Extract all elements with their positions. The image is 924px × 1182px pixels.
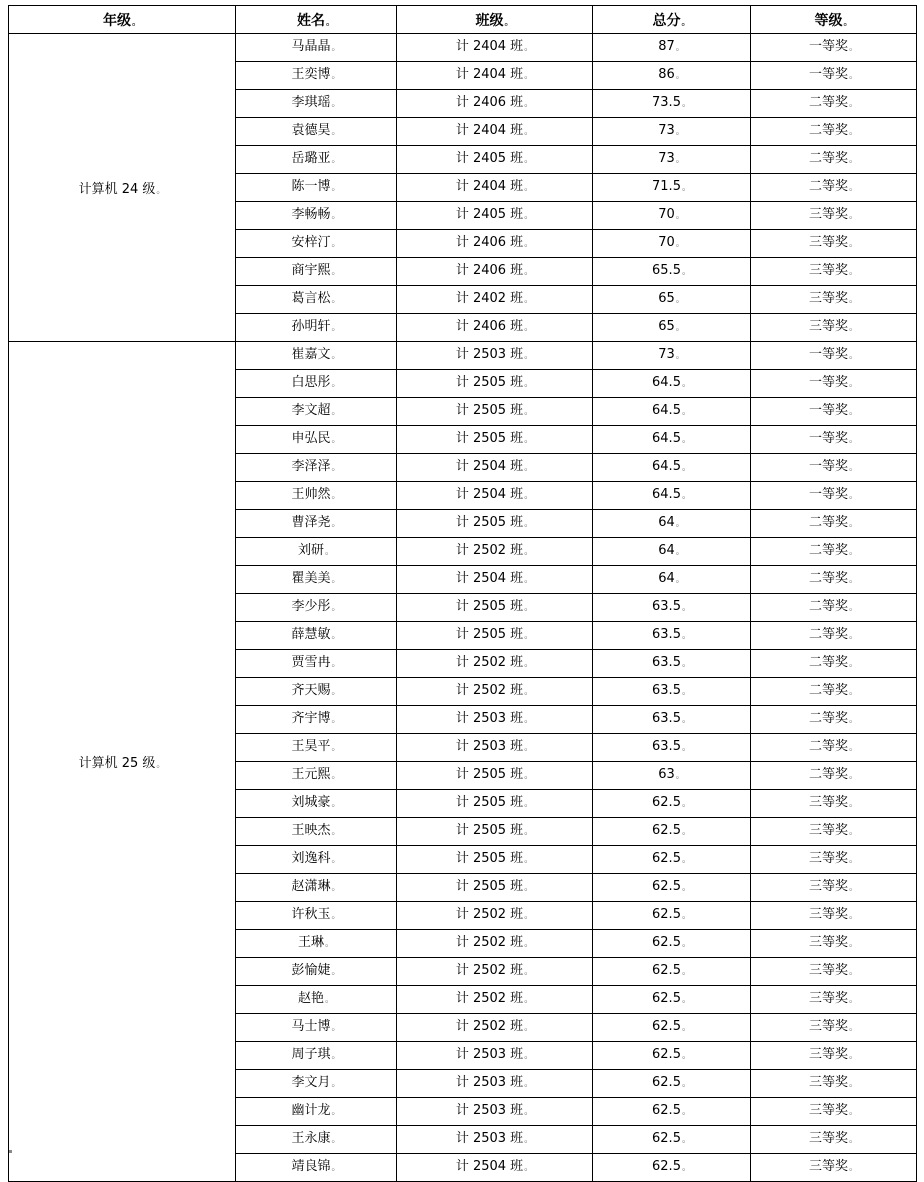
student-name: 葛言松。: [236, 286, 397, 314]
class-name: 计 2404 班。: [397, 174, 593, 202]
class-name: 计 2406 班。: [397, 90, 593, 118]
award-level: 三等奖。: [751, 902, 917, 930]
class-name: 计 2502 班。: [397, 650, 593, 678]
table-row: [9, 34, 917, 62]
award-level: 三等奖。: [751, 286, 917, 314]
class-name: 计 2502 班。: [397, 1014, 593, 1042]
total-score: 86。: [593, 62, 751, 90]
header-row: [9, 6, 917, 34]
total-score: 64.5。: [593, 370, 751, 398]
total-score: 62.5。: [593, 846, 751, 874]
award-level: 三等奖。: [751, 874, 917, 902]
award-level: 三等奖。: [751, 1126, 917, 1154]
student-name: 岳璐亚。: [236, 146, 397, 174]
student-name: 孙明轩。: [236, 314, 397, 342]
student-name: 李泽泽。: [236, 454, 397, 482]
award-level: 二等奖。: [751, 538, 917, 566]
total-score: 63.5。: [593, 650, 751, 678]
grade-cell: 计算机 25 级。: [9, 342, 236, 1182]
student-name: 李文月。: [236, 1070, 397, 1098]
total-score: 64。: [593, 538, 751, 566]
award-level: 三等奖。: [751, 202, 917, 230]
total-score: 62.5。: [593, 818, 751, 846]
student-name: 王昊平。: [236, 734, 397, 762]
student-name: 薛慧敏。: [236, 622, 397, 650]
total-score: 62.5。: [593, 930, 751, 958]
total-score: 87。: [593, 34, 751, 62]
award-level: 二等奖。: [751, 90, 917, 118]
award-level: 三等奖。: [751, 1042, 917, 1070]
total-score: 65。: [593, 286, 751, 314]
total-score: 71.5。: [593, 174, 751, 202]
student-name: 安梓汀。: [236, 230, 397, 258]
total-score: 63.5。: [593, 734, 751, 762]
total-score: 70。: [593, 230, 751, 258]
student-name: 崔嘉文。: [236, 342, 397, 370]
award-level: 二等奖。: [751, 566, 917, 594]
class-name: 计 2504 班。: [397, 1154, 593, 1182]
award-level: 三等奖。: [751, 314, 917, 342]
class-name: 计 2502 班。: [397, 986, 593, 1014]
class-name: 计 2502 班。: [397, 958, 593, 986]
total-score: 64。: [593, 566, 751, 594]
student-name: 赵潇琳。: [236, 874, 397, 902]
total-score: 73。: [593, 342, 751, 370]
student-name: 曹泽尧。: [236, 510, 397, 538]
header-grade: 年级。: [9, 6, 236, 34]
total-score: 62.5。: [593, 1154, 751, 1182]
award-level: 二等奖。: [751, 650, 917, 678]
student-name: 贾雪冉。: [236, 650, 397, 678]
total-score: 63.5。: [593, 678, 751, 706]
table-row: [9, 342, 917, 370]
header-name: 姓名。: [236, 6, 397, 34]
class-name: 计 2404 班。: [397, 118, 593, 146]
student-name: 刘城豪。: [236, 790, 397, 818]
award-level: 三等奖。: [751, 818, 917, 846]
student-name: 王帅然。: [236, 482, 397, 510]
total-score: 64.5。: [593, 482, 751, 510]
total-score: 65.5。: [593, 258, 751, 286]
total-score: 62.5。: [593, 1042, 751, 1070]
total-score: 62.5。: [593, 958, 751, 986]
class-name: 计 2502 班。: [397, 538, 593, 566]
corner-mark: [9, 1150, 12, 1153]
total-score: 70。: [593, 202, 751, 230]
total-score: 62.5。: [593, 1098, 751, 1126]
award-level: 三等奖。: [751, 258, 917, 286]
total-score: 63.5。: [593, 594, 751, 622]
student-name: 刘逸科。: [236, 846, 397, 874]
award-level: 三等奖。: [751, 986, 917, 1014]
student-name: 王元熙。: [236, 762, 397, 790]
award-level: 二等奖。: [751, 622, 917, 650]
total-score: 73。: [593, 146, 751, 174]
award-level: 三等奖。: [751, 846, 917, 874]
header-score: 总分。: [593, 6, 751, 34]
total-score: 73.5。: [593, 90, 751, 118]
student-name: 瞿美美。: [236, 566, 397, 594]
award-level: 二等奖。: [751, 734, 917, 762]
student-name: 赵艳。: [236, 986, 397, 1014]
class-name: 计 2505 班。: [397, 594, 593, 622]
class-name: 计 2503 班。: [397, 706, 593, 734]
total-score: 62.5。: [593, 1126, 751, 1154]
student-name: 彭愉婕。: [236, 958, 397, 986]
total-score: 62.5。: [593, 790, 751, 818]
total-score: 64。: [593, 510, 751, 538]
award-level: 三等奖。: [751, 1070, 917, 1098]
award-level: 二等奖。: [751, 146, 917, 174]
award-level: 二等奖。: [751, 762, 917, 790]
class-name: 计 2503 班。: [397, 1070, 593, 1098]
total-score: 64.5。: [593, 454, 751, 482]
header-class: 班级。: [397, 6, 593, 34]
award-level: 二等奖。: [751, 594, 917, 622]
student-name: 袁德昊。: [236, 118, 397, 146]
class-name: 计 2405 班。: [397, 146, 593, 174]
student-name: 王永康。: [236, 1126, 397, 1154]
student-name: 申弘民。: [236, 426, 397, 454]
class-name: 计 2504 班。: [397, 482, 593, 510]
student-name: 刘研。: [236, 538, 397, 566]
student-name: 商宇熙。: [236, 258, 397, 286]
student-name: 王琳。: [236, 930, 397, 958]
total-score: 64.5。: [593, 426, 751, 454]
student-name: 李少彤。: [236, 594, 397, 622]
total-score: 63。: [593, 762, 751, 790]
class-name: 计 2505 班。: [397, 426, 593, 454]
student-name: 齐天赐。: [236, 678, 397, 706]
award-level: 一等奖。: [751, 398, 917, 426]
class-name: 计 2503 班。: [397, 1126, 593, 1154]
class-name: 计 2505 班。: [397, 370, 593, 398]
award-level: 一等奖。: [751, 342, 917, 370]
award-level: 三等奖。: [751, 958, 917, 986]
award-level: 三等奖。: [751, 1098, 917, 1126]
student-name: 许秋玉。: [236, 902, 397, 930]
total-score: 62.5。: [593, 1070, 751, 1098]
total-score: 62.5。: [593, 874, 751, 902]
class-name: 计 2505 班。: [397, 818, 593, 846]
total-score: 62.5。: [593, 1014, 751, 1042]
class-name: 计 2504 班。: [397, 454, 593, 482]
grade-cell: 计算机 24 级。: [9, 34, 236, 342]
award-level: 三等奖。: [751, 930, 917, 958]
student-name: 马晶晶。: [236, 34, 397, 62]
class-name: 计 2504 班。: [397, 566, 593, 594]
student-name: 周子琪。: [236, 1042, 397, 1070]
award-level: 二等奖。: [751, 510, 917, 538]
award-level: 三等奖。: [751, 1154, 917, 1182]
student-name: 靖良锦。: [236, 1154, 397, 1182]
class-name: 计 2505 班。: [397, 874, 593, 902]
award-level: 一等奖。: [751, 62, 917, 90]
award-level: 二等奖。: [751, 706, 917, 734]
total-score: 73。: [593, 118, 751, 146]
total-score: 63.5。: [593, 622, 751, 650]
total-score: 63.5。: [593, 706, 751, 734]
award-table: [8, 5, 917, 1182]
class-name: 计 2502 班。: [397, 902, 593, 930]
class-name: 计 2505 班。: [397, 398, 593, 426]
class-name: 计 2503 班。: [397, 342, 593, 370]
class-name: 计 2505 班。: [397, 510, 593, 538]
student-name: 王奕博。: [236, 62, 397, 90]
award-level: 三等奖。: [751, 790, 917, 818]
total-score: 62.5。: [593, 902, 751, 930]
award-level: 一等奖。: [751, 370, 917, 398]
student-name: 李文超。: [236, 398, 397, 426]
student-name: 王映杰。: [236, 818, 397, 846]
class-name: 计 2502 班。: [397, 678, 593, 706]
class-name: 计 2404 班。: [397, 34, 593, 62]
class-name: 计 2406 班。: [397, 314, 593, 342]
award-level: 一等奖。: [751, 426, 917, 454]
student-name: 陈一博。: [236, 174, 397, 202]
class-name: 计 2406 班。: [397, 258, 593, 286]
class-name: 计 2402 班。: [397, 286, 593, 314]
student-name: 幽计龙。: [236, 1098, 397, 1126]
class-name: 计 2505 班。: [397, 790, 593, 818]
class-name: 计 2505 班。: [397, 762, 593, 790]
award-level: 二等奖。: [751, 174, 917, 202]
grade-label: 计算机 25 级: [78, 756, 156, 771]
student-name: 马士博。: [236, 1014, 397, 1042]
class-name: 计 2503 班。: [397, 1098, 593, 1126]
award-level: 一等奖。: [751, 454, 917, 482]
grade-label: 计算机 24 级: [78, 182, 156, 197]
class-name: 计 2502 班。: [397, 930, 593, 958]
class-name: 计 2503 班。: [397, 734, 593, 762]
student-name: 齐宇博。: [236, 706, 397, 734]
class-name: 计 2505 班。: [397, 622, 593, 650]
award-level: 二等奖。: [751, 678, 917, 706]
student-name: 白思彤。: [236, 370, 397, 398]
class-name: 计 2503 班。: [397, 1042, 593, 1070]
award-level: 一等奖。: [751, 34, 917, 62]
total-score: 62.5。: [593, 986, 751, 1014]
student-name: 李琪瑶。: [236, 90, 397, 118]
class-name: 计 2406 班。: [397, 230, 593, 258]
student-name: 李畅畅。: [236, 202, 397, 230]
total-score: 64.5。: [593, 398, 751, 426]
class-name: 计 2405 班。: [397, 202, 593, 230]
award-level: 一等奖。: [751, 482, 917, 510]
class-name: 计 2505 班。: [397, 846, 593, 874]
award-level: 三等奖。: [751, 1014, 917, 1042]
award-level: 二等奖。: [751, 118, 917, 146]
award-level: 三等奖。: [751, 230, 917, 258]
class-name: 计 2404 班。: [397, 62, 593, 90]
header-level: 等级。: [751, 6, 917, 34]
total-score: 65。: [593, 314, 751, 342]
